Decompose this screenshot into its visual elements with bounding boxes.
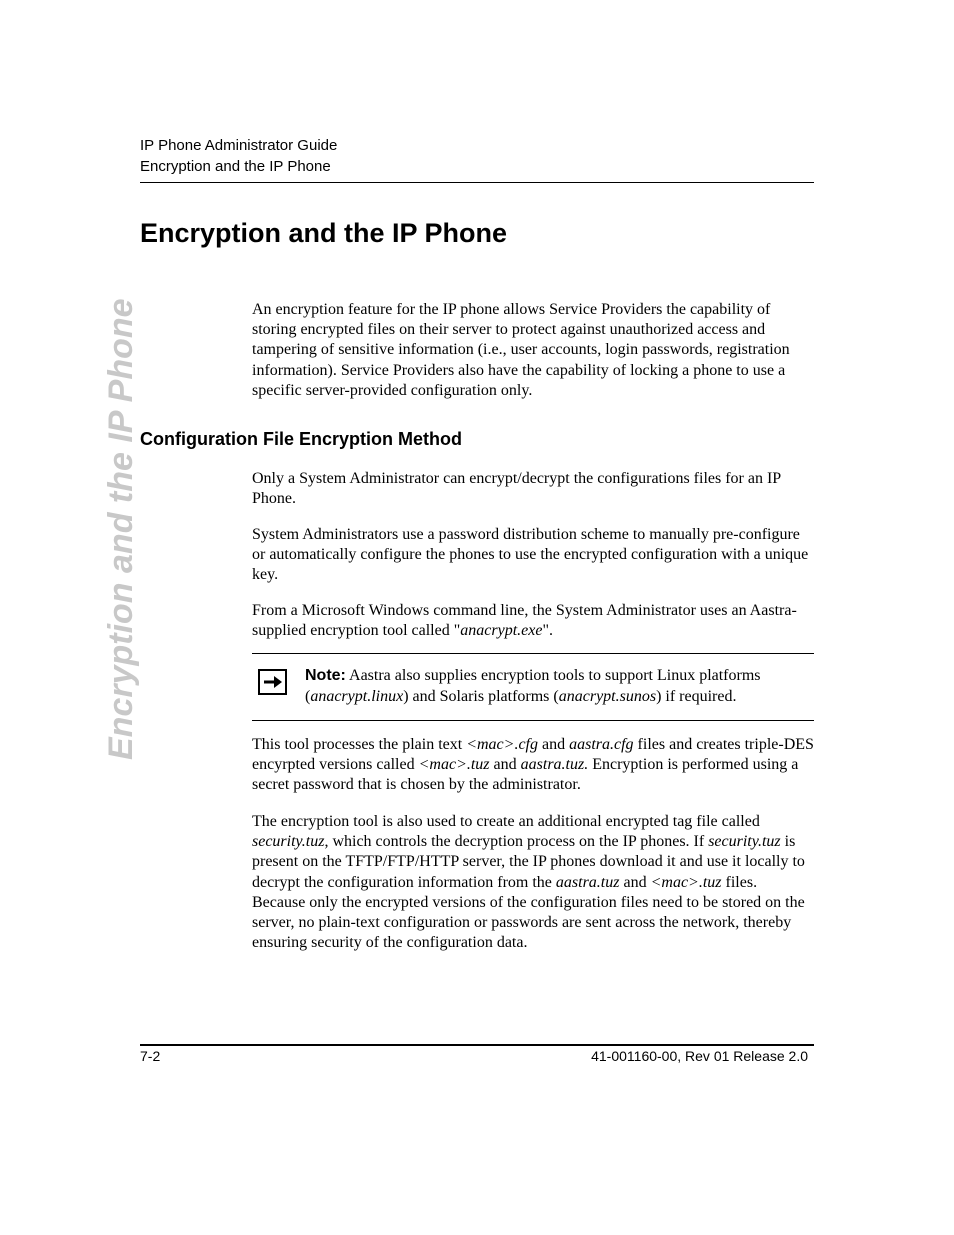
footer-rule: [140, 1044, 814, 1046]
running-header: [140, 135, 814, 177]
paragraph-command-line: From a Microsoft Windows command line, the System Administrator uses an Aastra-supplied encryption tool called "anacrypt.exe".: [252, 602, 797, 640]
page-title: Encryption and the IP Phone: [140, 218, 508, 248]
page-number: 7-2: [140, 1048, 161, 1064]
side-chapter-tab: Encryption and the IP Phone: [102, 298, 140, 760]
paragraph-admin-only: Only a System Administrator can encrypt/decrypt the configurations files for an IP Phone.: [252, 470, 781, 508]
tool-name: anacrypt.exe: [460, 622, 543, 640]
paragraph-security-tuz: The encryption tool is also used to create an additional encrypted tag file called security.tuz, which controls the decryption process on the IP phones. If security.tuz is present on the TFTP/FTP/HTTP server, the IP phones download it and use it locally to decrypt the configuration information from the aastra.tuz and <mac>.tuz files. Because only the encrypted versions of the configuration files need to be stored on the server, no plain-text configuration or passwords are sent across the network, thereby ensuring security of the configuration data.: [252, 813, 805, 952]
note-bottom-rule: [252, 720, 814, 721]
header-guide-title: IP Phone Administrator Guide: [140, 137, 338, 154]
note-top-rule: [252, 653, 814, 654]
note-label: Note:: [305, 667, 346, 684]
arrow-right-icon: [258, 669, 287, 695]
intro-paragraph: An encryption feature for the IP phone allows Service Providers the capability of storing encrypted files on their server to protect against unauthorized access and tampering of sensitive information (i.e., user accounts, login passwords, registration information). Service Providers also have the capability of locking a phone to use a specific server-provided configuration only.: [252, 301, 790, 399]
paragraph-tool-process: This tool processes the plain text <mac>.cfg and aastra.cfg files and creates triple-DES encyrpted versions called <mac>.tuz and aastra.tuz. Encryption is performed using a secret password that is chosen by the administrator.: [252, 736, 814, 794]
paragraph-password-scheme: System Administrators use a password distribution scheme to manually pre-configure or automatically configure the phones to use the encrypted configuration with a unique key.: [252, 526, 809, 584]
section-heading: Configuration File Encryption Method: [140, 429, 462, 449]
document-number: 41-001160-00, Rev 01 Release 2.0: [591, 1048, 808, 1064]
note-text: Note: Aastra also supplies encryption tools to support Linux platforms (anacrypt.linux) and Solaris platforms (anacrypt.sunos) if required.: [305, 667, 761, 705]
header-rule: [140, 182, 814, 183]
header-chapter-title: Encryption and the IP Phone: [140, 158, 331, 175]
